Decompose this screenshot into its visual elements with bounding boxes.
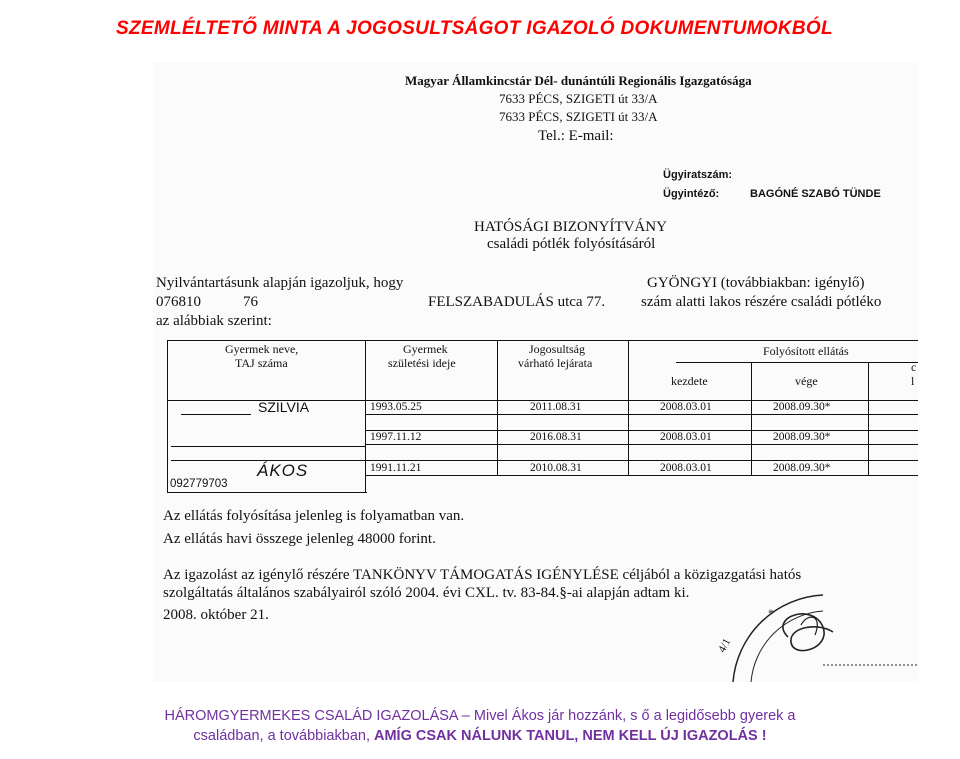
caption-line-2 xyxy=(0,726,960,746)
row-3-expiry: 2010.08.31 xyxy=(530,462,582,474)
intro-street: FELSZABADULÁS utca 77. xyxy=(428,294,606,310)
row-3-taj: 092779703 xyxy=(170,478,228,490)
document-title: HATÓSÁGI BIZONYÍTVÁNY xyxy=(474,219,667,235)
row-3-bottom xyxy=(365,475,918,476)
officer-name: BAGÓNÉ SZABÓ TÜNDE xyxy=(750,188,881,200)
row-3-end: 2008.09.30* xyxy=(773,462,831,474)
intro-text-4: az alábbiak szerint: xyxy=(156,313,272,329)
org-name: Magyar Államkincstár Dél- dunántúli Regionális Igazgatósága xyxy=(405,73,752,88)
purpose-line-1: Az igazolást az igénylő részére TANKÖNYV TÁMOGATÁS IGÉNYLÉSE céljából a közigazgatási hatós xyxy=(163,567,802,583)
row-2-bottom xyxy=(365,444,918,445)
row-2-birth: 1997.11.12 xyxy=(370,431,422,443)
table-subheader-border xyxy=(676,362,918,363)
row-1-birth: 1993.05.25 xyxy=(370,401,422,413)
name-column-bottom xyxy=(167,492,367,493)
case-number-label: Ügyiratszám: xyxy=(663,169,733,181)
row-1-bottom xyxy=(365,414,918,415)
header-partial-2: l xyxy=(911,374,915,388)
header-expiry-2: várható lejárata xyxy=(518,356,593,370)
purpose-line-2: szolgáltatás általános szabályairól szóló 2004. évi CXL. tv. 83-84.§-ai alapján adtam ki. xyxy=(163,585,690,601)
col-name-divider xyxy=(365,340,366,492)
header-name-2: TAJ száma xyxy=(235,356,288,370)
row-2-expiry: 2016.08.31 xyxy=(530,431,582,443)
header-partial-1: c xyxy=(911,360,917,374)
header-birth-2: születési ideje xyxy=(388,356,456,370)
table-top-border xyxy=(167,340,918,341)
amount-paragraph: Az ellátás havi összege jelenleg 48000 forint. xyxy=(163,531,436,547)
issue-date: 2008. október 21. xyxy=(163,607,269,623)
col-start-divider xyxy=(751,362,752,476)
officer-label: Ügyintéző: xyxy=(663,188,720,200)
taj-line-2 xyxy=(171,446,366,447)
row-3-top xyxy=(365,460,918,461)
header-end: vége xyxy=(795,374,818,388)
row-3-start: 2008.03.01 xyxy=(660,462,712,474)
intro-text-3: szám alatti lakos részére családi pótléko xyxy=(641,294,882,310)
col-end-divider xyxy=(868,362,869,476)
intro-id: 076810 xyxy=(156,294,201,310)
table-left-border xyxy=(167,340,168,492)
contact-line: Tel.: E-mail: xyxy=(538,128,614,144)
stamp-text: 4/1 xyxy=(716,636,734,655)
slide-title: SZEMLÉLTETŐ MINTA A JOGOSULTSÁGOT IGAZOLÓ DOKUMENTUMOKBÓL xyxy=(116,18,833,39)
row-3-name-handwritten: ÁKOS xyxy=(257,461,309,480)
taj-line-1 xyxy=(181,414,251,415)
row-1-name: SZILVIA xyxy=(258,399,310,415)
caption-text: családban, a továbbiakban, xyxy=(193,728,374,744)
header-expiry-1: Jogosultság xyxy=(529,342,586,356)
caption-emphasis: AMÍG CSAK NÁLUNK TANUL, NEM KELL ÚJ IGAZOLÁS ! xyxy=(374,728,767,744)
document-subtitle: családi pótlék folyósításáról xyxy=(487,236,656,252)
row-1-expiry: 2011.08.31 xyxy=(530,401,582,413)
status-paragraph: Az ellátás folyósítása jelenleg is folyamatban van. xyxy=(163,508,465,524)
header-start: kezdete xyxy=(671,374,708,388)
header-paid: Folyósított ellátás xyxy=(763,344,849,358)
header-birth-1: Gyermek xyxy=(403,342,448,356)
row-2-top xyxy=(365,430,918,431)
scanned-document xyxy=(153,62,918,682)
address-line-2: 7633 PÉCS, SZIGETI út 33/A xyxy=(499,109,658,124)
col-expiry-divider xyxy=(628,340,629,476)
row-1-start: 2008.03.01 xyxy=(660,401,712,413)
intro-text-2: GYÖNGYI (továbbiakban: igénylő) xyxy=(647,275,865,291)
caption-line-1: HÁROMGYERMEKES CSALÁD IGAZOLÁSA – Mivel Ákos jár hozzánk, s ő a legidősebb gyerek a xyxy=(164,708,796,724)
header-name-1: Gyermek neve, xyxy=(225,342,299,356)
row-1-end: 2008.09.30* xyxy=(773,401,831,413)
intro-text-1: Nyilvántartásunk alapján igazoljuk, hogy xyxy=(156,275,404,291)
col-birth-divider xyxy=(497,340,498,476)
stamp-signature-icon xyxy=(673,587,918,682)
address-line-1: 7633 PÉCS, SZIGETI út 33/A xyxy=(499,91,658,106)
intro-number: 76 xyxy=(243,294,258,310)
row-2-start: 2008.03.01 xyxy=(660,431,712,443)
row-2-end: 2008.09.30* xyxy=(773,431,831,443)
svg-text:*: * xyxy=(768,606,774,620)
row-3-birth: 1991.11.21 xyxy=(370,462,422,474)
